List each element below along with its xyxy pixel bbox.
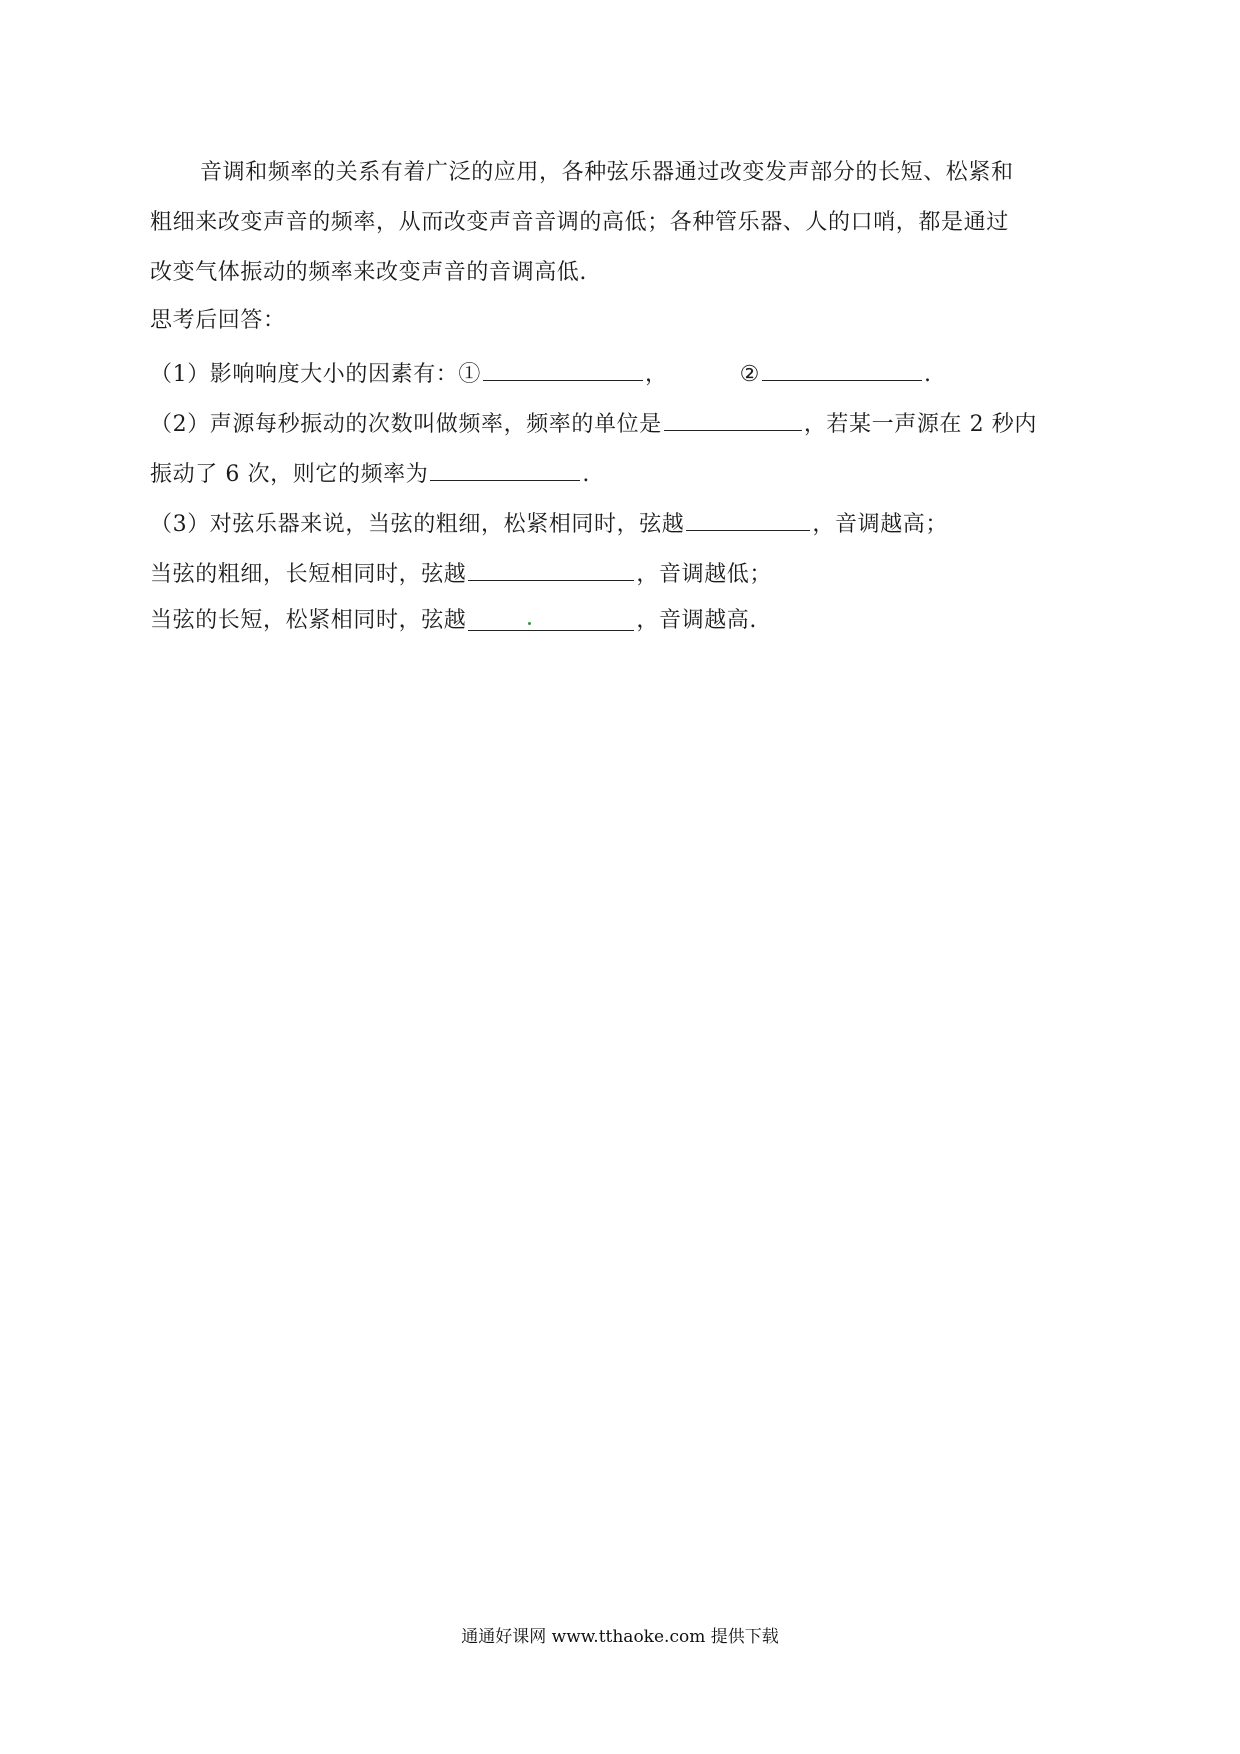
question-2-suffix: ，若某一声源在 2 秒内 [803,412,1037,437]
question-3-suffix: ，音调越高； [812,512,949,537]
paragraph-line-1 [200,158,1014,188]
answer-blank-2a[interactable] [664,406,802,431]
paragraph-line-3 [150,258,587,288]
question-3-line-3 [150,606,757,636]
green-mark [528,622,531,625]
answer-blank-3b[interactable] [468,556,634,581]
answer-blank-2b[interactable] [430,456,580,481]
question-3-prefix: （3）对弦乐器来说，当弦的粗细，松紧相同时，弦越 [150,512,685,537]
footer-text: 通通好课网 www.tthaoke.com 提供下载 [461,1627,779,1647]
question-3-line-1 [150,506,948,540]
answer-blank-3a[interactable] [686,506,810,531]
question-3-line-3-prefix: 当弦的长短，松紧相同时，弦越 [150,608,467,633]
question-2-line-1 [150,406,1037,440]
question-1-separator: ， [645,362,668,387]
answer-blank-1a[interactable] [483,356,643,381]
question-1 [150,356,932,390]
question-1-end: . [923,362,932,387]
question-1-circle-2: ② [739,362,760,387]
question-3-line-2-suffix: ，音调越低； [636,562,773,587]
paragraph-text-3: 改变气体振动的频率来改变声音的音调高低. [150,260,587,285]
question-1-prefix: （1）影响响度大小的因素有：① [150,362,481,387]
paragraph-text-2: 粗细来改变声音的频率，从而改变声音音调的高低；各种管乐器、人的口哨，都是通过 [150,210,1009,235]
prompt-line [150,306,286,336]
question-3-line-2 [150,556,772,590]
answer-blank-3c[interactable] [468,606,634,631]
prompt-text: 思考后回答： [150,308,286,333]
paragraph-text-1: 音调和频率的关系有着广泛的应用，各种弦乐器通过改变发声部分的长短、松紧和 [200,160,1014,185]
paragraph-line-2 [150,208,1009,238]
question-2-prefix: （2）声源每秒振动的次数叫做频率，频率的单位是 [150,412,662,437]
question-3-line-2-prefix: 当弦的粗细，长短相同时，弦越 [150,562,467,587]
question-2-line-2-prefix: 振动了 6 次，则它的频率为 [150,462,429,487]
question-3-line-3-suffix: ，音调越高. [636,608,757,633]
question-2-line-2 [150,456,590,490]
question-2-line-2-end: . [582,462,590,487]
answer-blank-1b[interactable] [762,356,922,381]
